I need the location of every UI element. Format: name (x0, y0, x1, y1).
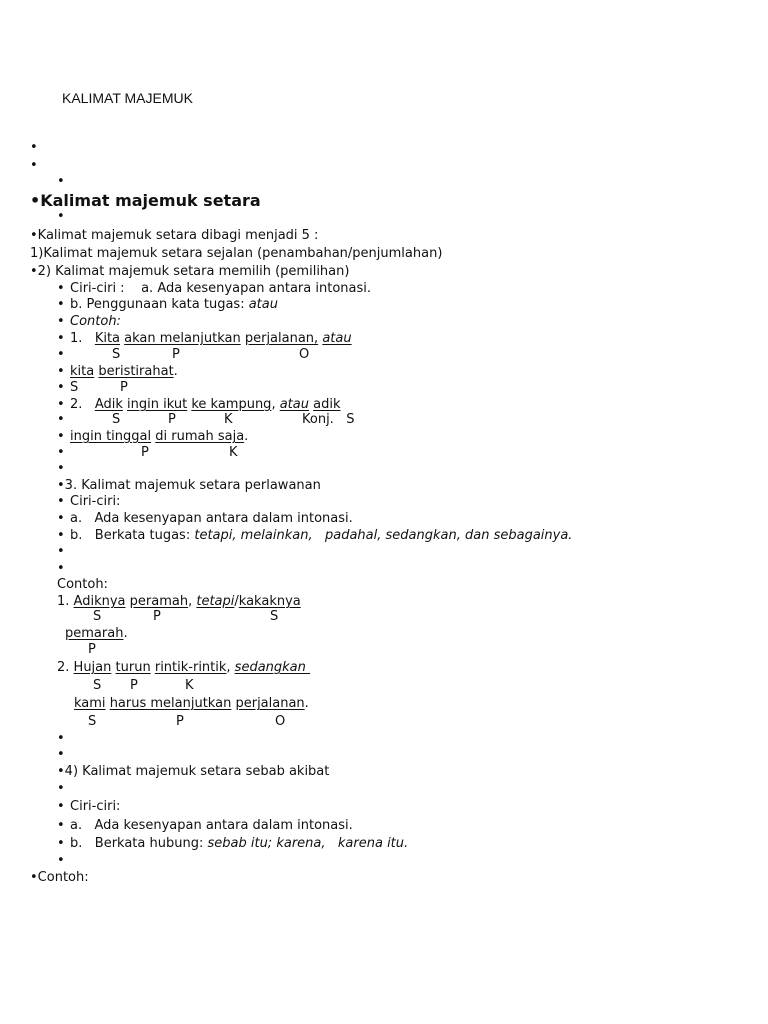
word-adverbial: ke kampung (191, 397, 272, 412)
bullet: • (57, 747, 65, 762)
tag-label: P (168, 412, 176, 427)
bullet: • (57, 478, 65, 493)
word-adverbial: di rumah saja (155, 429, 245, 444)
tag-label: Konj. S (302, 412, 355, 427)
example-continuation (70, 429, 248, 445)
ciri-b-words: sebab itu; karena, karena itu. (207, 836, 409, 851)
ciri-b-label: b. Berkata hubung: (70, 836, 208, 851)
bullet: • (57, 853, 65, 868)
word-adverbial: rintik-rintik (154, 660, 227, 675)
example-sentence: 1. Adiknya peramah, tetapi/kakaknya (57, 594, 301, 609)
example-number: 1. (70, 331, 95, 346)
bullet: • (57, 799, 65, 814)
tag-label: K (229, 445, 238, 460)
bullet: • (57, 429, 65, 444)
bullet: • (57, 544, 65, 559)
example-sentence (70, 331, 352, 347)
bullet: • (57, 297, 65, 312)
bullet: • (57, 331, 65, 346)
tag-label: O (299, 347, 310, 362)
example-number: 1. (57, 594, 74, 609)
example-sentence: 2. Hujan turun rintik-rintik, sedangkan (57, 660, 311, 675)
ciri-a-text: a. Ada kesenyapan antara dalam intonasi. (70, 818, 353, 833)
tag-label: S (112, 412, 121, 427)
heading-text: Kalimat majemuk setara (40, 191, 261, 210)
type2-line (30, 264, 349, 280)
tag-label: P (153, 609, 161, 624)
example-continuation (70, 364, 178, 380)
bullet: • (57, 445, 65, 460)
ciri-b-words: tetapi, melainkan, padahal, sedangkan, dan sebagainya. (194, 528, 573, 543)
word-predicate: ingin ikut (127, 397, 188, 412)
word-conjunction: atau (322, 331, 352, 346)
tag-label: P (176, 714, 184, 729)
ciri-b-label: b. Penggunaan kata tugas: (70, 297, 249, 312)
bullet: • (30, 228, 38, 243)
ciri-b-line (70, 297, 278, 313)
word-conjunction: tetapi (196, 594, 235, 609)
word-subject: kami (74, 696, 106, 711)
example-continuation (74, 696, 309, 712)
ciri-b-word: atau (248, 297, 278, 312)
bullet: • (57, 764, 65, 779)
bullet: • (57, 281, 65, 296)
bullet: • (57, 347, 65, 362)
type4-text: 4) Kalimat majemuk setara sebab akibat (64, 764, 330, 779)
document-title: KALIMAT MAJEMUK (62, 90, 193, 106)
tag-label: K (185, 678, 194, 693)
bullet: • (57, 731, 65, 746)
example-sentence: 2. Adik ingin ikut ke kampung, atau adik (70, 397, 341, 412)
bullet: • (57, 314, 65, 329)
bullet: • (57, 561, 65, 576)
example-number: 2. (70, 397, 95, 412)
contoh-label: Contoh: (70, 314, 121, 329)
bullet: • (57, 174, 65, 189)
tag-label: P (172, 347, 180, 362)
intro-text: Kalimat majemuk setara dibagi menjadi 5 : (37, 228, 319, 243)
bullet: • (57, 836, 65, 851)
bullet: • (57, 511, 65, 526)
contoh-label: Contoh: (57, 577, 108, 592)
intro-line (30, 228, 318, 244)
bullet: • (57, 364, 65, 379)
word-predicate: beristirahat (98, 364, 174, 379)
type1-line: 1)Kalimat majemuk setara sejalan (penambahan/penjumlahan) (30, 246, 443, 261)
word-object: perjalanan, (244, 331, 319, 346)
contoh-line (30, 870, 89, 886)
period: . (304, 696, 309, 711)
word-predicate: turun (115, 660, 151, 675)
bullet: • (57, 397, 65, 412)
tag-label: S (93, 678, 102, 693)
ciri-b-label: b. Berkata tugas: (70, 528, 195, 543)
tag-label: K (224, 412, 233, 427)
type3-line (57, 478, 321, 494)
tag-label: P (130, 678, 138, 693)
bullet: • (57, 380, 65, 395)
tag-label: P (88, 642, 96, 657)
tag-label: S (93, 609, 102, 624)
word-subject: kita (70, 364, 95, 379)
tag-label: P (120, 380, 128, 395)
word-predicate: ingin tinggal (70, 429, 152, 444)
ciri-a-text: a. Ada kesenyapan antara dalam intonasi. (70, 511, 353, 526)
tag-label: S (88, 714, 97, 729)
word-predicate: pemarah (65, 626, 124, 641)
bullet: • (30, 870, 38, 885)
ciri-b-line (70, 836, 408, 852)
word-conjunction: atau (279, 397, 309, 412)
bullet: • (57, 781, 65, 796)
tag-label: P (141, 445, 149, 460)
ciri-label: Ciri-ciri: (70, 494, 121, 509)
bullet: • (57, 818, 65, 833)
period: . (173, 364, 178, 379)
ciri-a-text: Ciri-ciri : a. Ada kesenyapan antara intonasi. (70, 281, 371, 296)
bullet: • (57, 412, 65, 427)
bullet: • (30, 264, 38, 279)
bullet: • (57, 494, 65, 509)
type3-text: 3. Kalimat majemuk setara perlawanan (64, 478, 321, 493)
word-subject: kakaknya (238, 594, 301, 609)
word-subject: Adiknya (73, 594, 126, 609)
period: . (244, 429, 249, 444)
tag-label: O (275, 714, 286, 729)
bullet: • (57, 461, 65, 476)
period: . (123, 626, 128, 641)
word-predicate: peramah (129, 594, 189, 609)
bullet: • (30, 191, 41, 210)
type4-line (57, 764, 329, 780)
contoh-label: Contoh: (37, 870, 89, 885)
tag-label: S (70, 380, 79, 395)
bullet: • (57, 528, 65, 543)
section-heading (30, 191, 261, 211)
tag-label: S (112, 347, 121, 362)
example-number: 2. (57, 660, 74, 675)
word-subject: Adik (94, 397, 123, 412)
bullet: • (30, 140, 38, 155)
ciri-label: Ciri-ciri: (70, 799, 121, 814)
word-object: perjalanan (235, 696, 305, 711)
word-subject: Kita (94, 331, 121, 346)
tag-label: S (270, 609, 279, 624)
word-subject: Hujan (73, 660, 112, 675)
word-predicate: harus melanjutkan (109, 696, 232, 711)
word-conjunction: sedangkan (234, 660, 311, 675)
ciri-b-line (70, 528, 572, 544)
bullet: • (30, 158, 38, 173)
bullet: • (57, 209, 65, 224)
example-continuation (65, 626, 128, 642)
word-subject: adik (313, 397, 341, 412)
word-predicate: akan melanjutkan (124, 331, 241, 346)
type2-text: 2) Kalimat majemuk setara memilih (pemilihan) (37, 264, 350, 279)
